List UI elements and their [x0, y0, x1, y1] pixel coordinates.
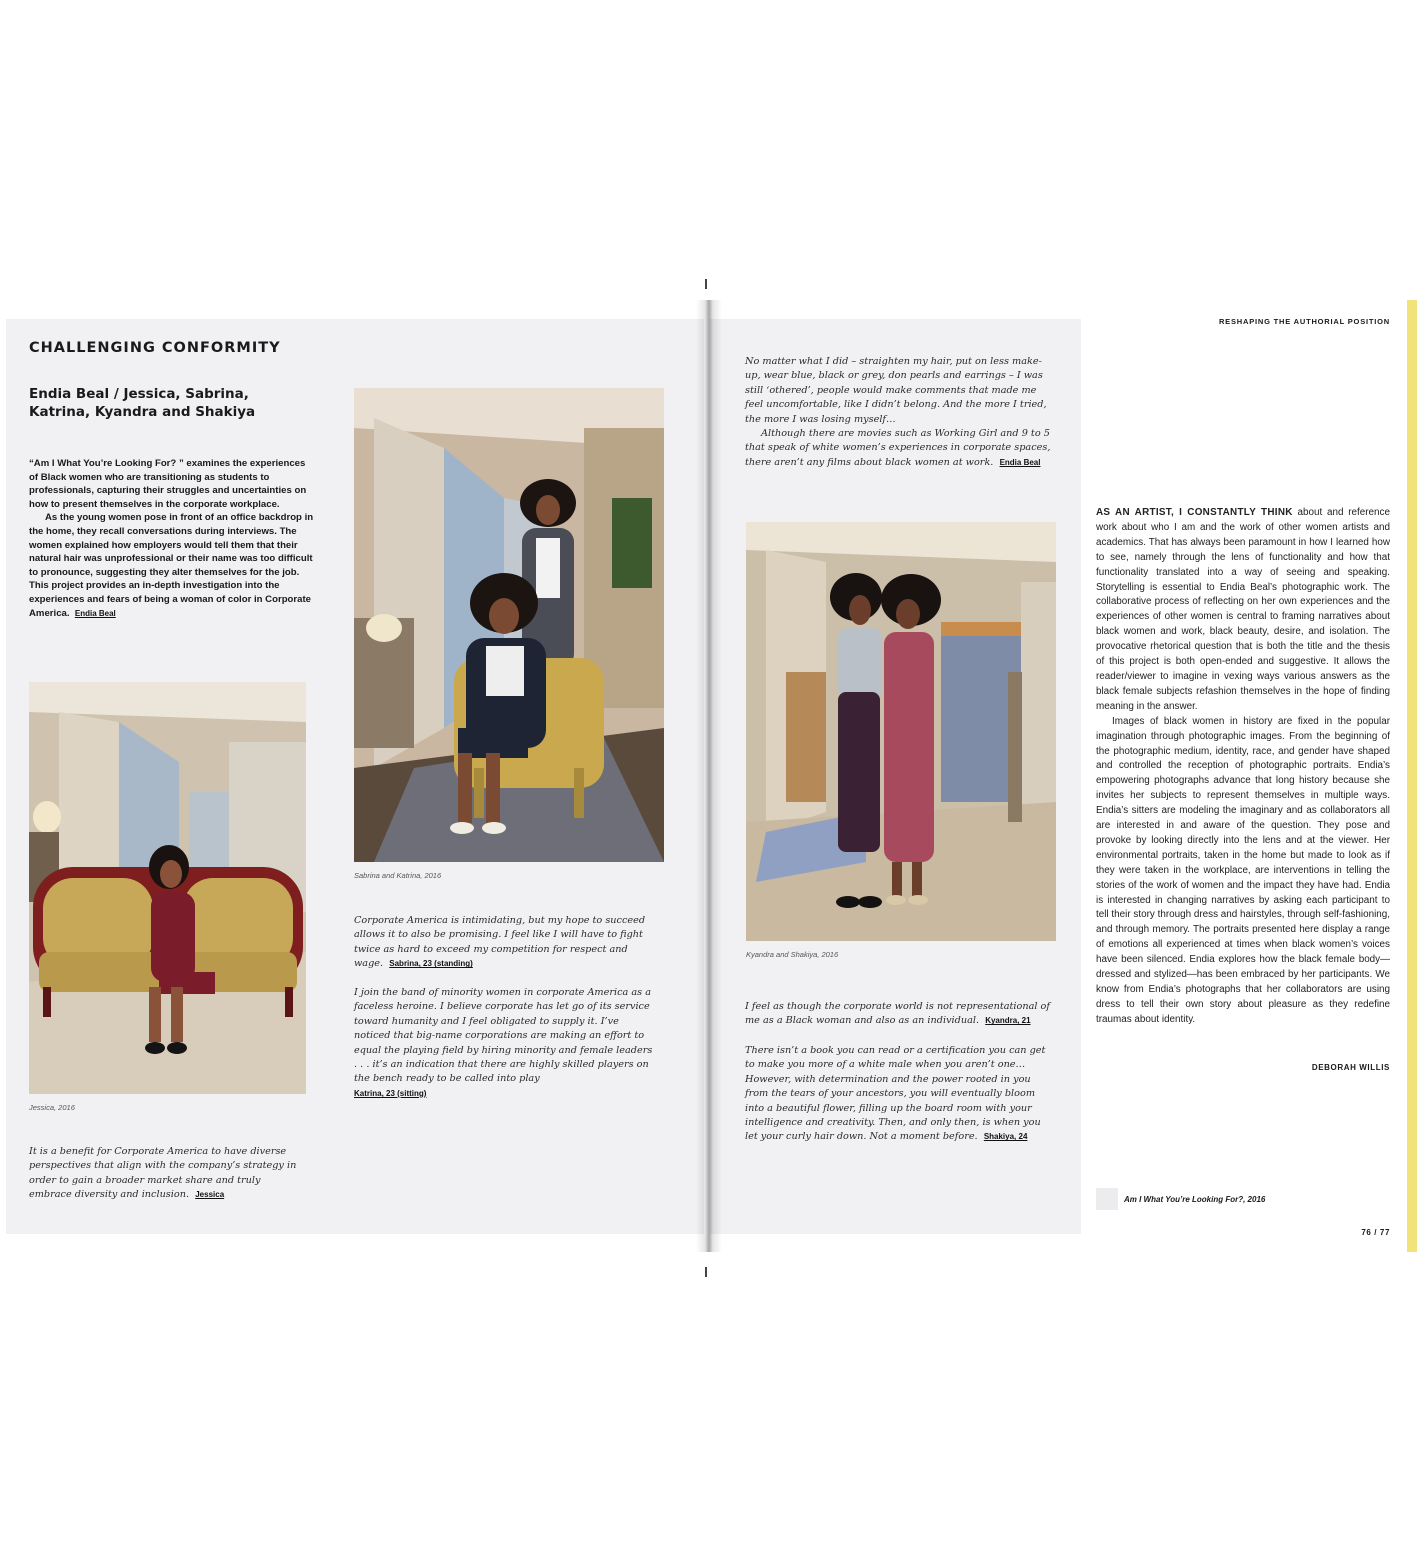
- section-title: CHALLENGING CONFORMITY: [29, 340, 281, 356]
- essay-paragraph-2: Images of black women in history are fixed in the popular imagination through photographic images. From the beginning of the photographic medium, identity, race, and gender have shaped and controlled the reception of photographic portraits. Endia’s empowering photographs advance that long history because she invites her subjects to represent themselves in multiple ways. Endia’s sitters are modeling the imaginary and as collaborators all are interested in and aware of the question. They pose and provoke by looking directly into the lens and at the viewer. Her environmental portraits, taken in the home but made to look as if they were taken in the workplace, are interventions in telling the stories of the work of women and the impact they have had. Endia is interested in changing narratives by asking each participant to tell their story through dress and hairstyles, through self-fashioning, and through memory. The portraits presented here display a range of emotions all experienced at times when black women’s voices have been silenced. Endia explores how the black female body—dressed and stylized—has been embraced by her participants. We know from Endia’s photographs that her collaborators are using dress to tell their own story about pleasure as they redefine traumas about identity.: [1096, 715, 1390, 1025]
- intro-paragraph-2: As the young women pose in front of an office backdrop in the home, they recall conversations during interviews. The women explained how employers would tell them that their natural hair was unprofessional or their name was too difficult to pronounce, suggesting they alter themselves for the job. This project provides an in-depth investigation into the experiences and fears of being a woman of color in Corporate America. Endia Beal: [29, 512, 314, 619]
- quote-sabrina-credit: Sabrina, 23 (standing): [389, 959, 473, 969]
- gutter-shadow: [696, 300, 722, 1252]
- intro-paragraph-1: “Am I What You’re Looking For? ” examines the experiences of Black women who are transitioning as students to professionals, capturing their struggles and uncertainties on how to present themselves in the corporate workplace.: [29, 458, 307, 510]
- photo-jessica-image: [29, 682, 306, 1094]
- essay: [1096, 506, 1390, 1028]
- quote-kyandra-credit: Kyandra, 21: [985, 1016, 1031, 1026]
- photo-kyandra-shakiya-image: [746, 522, 1056, 941]
- quote-jessica-credit: Jessica: [195, 1190, 225, 1200]
- essay-paragraph-1: AS AN ARTIST, I CONSTANTLY THINK about and reference work about who I am and the work of other women artists and academics. That has always been paramount in how I learned how to see, namely through the lens of functionality and how that functionality translated into a way of seeing and speaking. Storytelling is essential to Endia Beal’s photographic work. The collaborative process of reflecting on her own experiences and the experiences of other women is central to framing narratives about black women and work, black beauty, desire, and isolation. The provocative rhetorical question that is both the title and the thesis of this project is both open-ended and suggestive. It allows the reader/viewer to imagine in vexing ways various answers as the black female subjects refashion themselves in the hope of finding meaning in the answer.: [1096, 507, 1390, 712]
- quote-endia: [745, 355, 1055, 470]
- yellow-page-edge: [1407, 300, 1417, 1252]
- essay-author: DEBORAH WILLIS: [1311, 1063, 1390, 1072]
- article-title: Endia Beal / Jessica, Sabrina, Katrina, Kyandra and Shakiya: [29, 386, 256, 420]
- crop-mark-bottom: [705, 1267, 707, 1277]
- quote-katrina-credit: Katrina, 23 (sitting): [354, 1088, 427, 1098]
- footer-caption: Am I What You’re Looking For?, 2016: [1124, 1195, 1266, 1204]
- quote-kyandra: I feel as though the corporate world is not representational of me as a Black woman and also as an individual. Kyandra, 21: [745, 1001, 1050, 1027]
- photo-sabrina-katrina: [354, 388, 664, 862]
- crop-mark-top: [705, 279, 707, 289]
- quote-shakiya: There isn’t a book you can read or a certification you can get to make you more of a white male when you aren’t one… However, with determination and the power rooted in you from the tears of your ancestors, you will eventually bloom into a beautiful flower, filling up the board room with your intelligence and creativity. Then, and only then, is when you let your curly hair down. Not a moment before. Shakiya, 24: [745, 1045, 1046, 1143]
- running-head: RESHAPING THE AUTHORIAL POSITION: [1218, 317, 1390, 326]
- page-numbers: 76 / 77: [1361, 1228, 1390, 1237]
- quote-endia-credit: Endia Beal: [999, 457, 1041, 467]
- quote-shakiya-credit: Shakiya, 24: [983, 1132, 1028, 1142]
- caption-jessica: Jessica, 2016: [29, 1103, 75, 1112]
- quote-endia-paragraph-1: No matter what I did – straighten my hair, put on less make-up, wear blue, black or grey, don pearls and earrings – I was still ‘othered’, people would make comments that made me feel uncomfortable, like I didn’t belong. And the more I tried, the more I was losing myself…: [745, 356, 1047, 425]
- quote-endia-paragraph-2: Although there are movies such as Working Girl and 9 to 5 that speak of white women’s experiences in corporate spaces, there aren’t any films about black women at work. Endia Beal: [745, 428, 1051, 468]
- caption-sabrina-katrina: Sabrina and Katrina, 2016: [354, 871, 442, 880]
- quote-katrina: I join the band of minority women in corporate America as a faceless heroine. I believe corporate has let go of its service toward humanity and I feel obligated to supply it. I’ve noticed that big-name corporations are making an effort to equal the playing field by hiring minority and female leaders . . . it’s an indication that there are highly skilled players on the bench ready to be called into play Katrina, 23 (sitting): [354, 987, 653, 1098]
- essay-lead: AS AN ARTIST, I CONSTANTLY THINK: [1096, 507, 1293, 518]
- quote-sabrina: Corporate America is intimidating, but my hope to succeed allows it to also be promising. I feel like I will have to fight twice as hard to exceed my competition for respect and wage. Sabrina, 23 (standing): [354, 915, 646, 970]
- photo-kyandra-shakiya: [746, 522, 1056, 941]
- photo-sabrina-katrina-image: [354, 388, 664, 862]
- caption-kyandra-shakiya: Kyandra and Shakiya, 2016: [746, 950, 839, 959]
- intro-text: [29, 457, 314, 620]
- intro-credit: Endia Beal: [74, 608, 116, 618]
- quote-jessica: It is a benefit for Corporate America to have diverse perspectives that align with the company’s strategy in order to gain a broader market share and truly embrace diversity and inclusion. Jessica: [29, 1146, 297, 1201]
- footer-thumbnail: [1096, 1188, 1118, 1210]
- photo-jessica: [29, 682, 306, 1094]
